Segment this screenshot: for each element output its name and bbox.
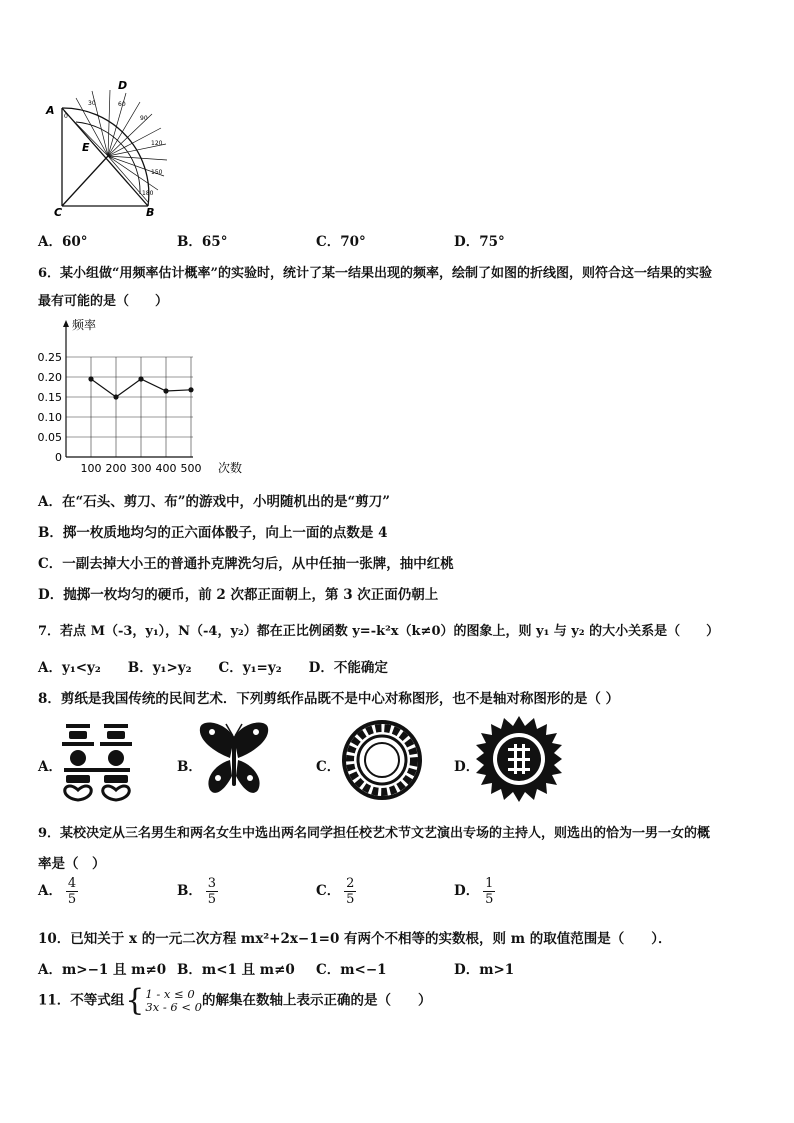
q5-option-c: C．70° [316,234,366,250]
q10-stem: 10．已知关于 x 的一元二次方程 mx²+2x−1=0 有两个不相等的实数根，则 m 的取值范围是（ ）． [38,931,672,947]
x-tick-label: 400 [155,462,177,475]
q8-stem: 8．剪纸是我国传统的民间艺术．下列剪纸作品既不是中心对称图形，也不是轴对称图形的是（ ） [38,691,620,707]
q5-option-d: D．75° [454,234,505,250]
q6-option-b: B．掷一枚质地均匀的正六面体骰子，向上一面的点数是 4 [38,525,388,541]
papercut-sunburst-image [474,714,564,804]
point-label-c: C [54,206,63,218]
q10-option-c: C．m<−1 [316,962,387,978]
data-point [188,387,193,392]
frequency-line-chart [28,315,258,475]
scale-label: 150 [151,169,163,176]
inequality-row-2: 3x - 6 < 0 [145,1000,202,1014]
q9-option-a-label: A． [38,883,62,899]
point-label-d: D [118,79,128,92]
q8-option-d-label: D． [454,759,480,775]
scale-label: 60 [118,101,126,108]
papercut-ring-image [340,718,424,802]
protractor-figure [40,78,180,218]
scale-label: 0 [64,113,68,120]
x-axis-label: 次数 [218,461,243,475]
q8-option-c-label: C． [316,759,341,775]
q11-stem [38,983,432,1018]
y-axis-arrow [63,320,69,327]
q9-stem-line2: 率是（ ） [38,856,106,872]
papercut-double-happiness-image [60,718,134,802]
q10-option-a: A．m>−1 且 m≠0 [38,962,167,978]
y-tick-label: 0.10 [37,411,62,424]
data-point [113,394,118,399]
q9-option-c-label: C． [316,883,341,899]
y-tick-label: 0.25 [37,351,62,364]
y-tick-label: 0.15 [37,391,62,404]
y-tick-label: 0.20 [37,371,62,384]
q6-option-c: C．一副去掉大小王的普通扑克牌洗匀后，从中任抽一张牌，抽中红桃 [38,556,454,572]
q5-option-a: A．60° [38,234,88,250]
q6-stem-line2: 最有可能的是（ ） [38,294,169,309]
y-axis-label: 频率 [72,318,97,332]
q11-prefix: 11．不等式组 [38,992,125,1009]
q7-stem: 7．若点 M（-3，y₁），N（-4，y₂）都在正比例函数 y=-k²x（k≠0）的图象上，则 y₁ 与 y₂ 的大小关系是（ ） [38,624,720,639]
q9-option-d [454,876,495,907]
q9-option-b [177,876,218,907]
fraction: $\frac{2}{5}$ [346,876,355,907]
point-label-e: E [82,141,90,154]
fraction: $\frac{3}{5}$ [207,876,217,907]
x-tick-label: 100 [80,462,102,475]
fraction: $\frac{1}{5}$ [485,876,494,907]
inequality-system: { 1 - x ≤ 0 3x - 6 < 0 [125,983,202,1018]
q7-options: A．y₁<y₂ B．y₁>y₂ C．y₁=y₂ D．不能确定 [38,660,388,676]
q10-option-b: B．m<1 且 m≠0 [177,962,295,978]
data-point [163,388,168,393]
data-point [138,376,143,381]
scale-label: 90 [140,115,148,122]
q5-option-b: B．65° [177,234,228,250]
scale-label: 180 [142,190,154,197]
scale-label: 30 [88,100,96,107]
x-tick-label: 300 [130,462,152,475]
q8-option-b-label: B． [177,759,202,775]
fraction: $\frac{4}{5}$ [67,876,77,907]
point-label-a: A [46,104,55,117]
q10-option-d: D．m>1 [454,962,515,978]
q9-option-c [316,876,356,907]
inequality-row-1: 1 - x ≤ 0 [145,987,195,1001]
q8-option-a-label: A． [38,759,62,775]
x-tick-label: 200 [105,462,127,475]
q6-option-a: A．在“石头、剪刀、布”的游戏中，小明随机出的是“剪刀” [38,494,391,510]
data-point [88,376,93,381]
q6-stem-line1: 6．某小组做“用频率估计概率”的实验时，统计了某一结果出现的频率，绘制了如图的折线图，则符合这一结果的实验 [38,266,713,281]
point-label-b: B [146,206,155,218]
q9-option-a [38,876,78,907]
q6-option-d: D．抛掷一枚均匀的硬币，前 2 次都正面朝上，第 3 次正面仍朝上 [38,587,439,603]
q9-option-b-label: B． [177,883,202,899]
q9-stem-line1: 9．某校决定从三名男生和两名女生中选出两名同学担任校艺术节文艺演出专场的主持人，则选出的恰为一男一女的概 [38,826,711,841]
x-tick-label: 500 [180,462,202,475]
papercut-butterfly-image [196,718,272,800]
y-tick-label: 0.05 [37,431,62,444]
q9-option-d-label: D． [454,883,480,899]
scale-label: 120 [151,140,163,147]
y-tick-label: 0 [55,451,62,464]
segment-ce [62,156,108,206]
q11-suffix: 的解集在数轴上表示正确的是（ ） [201,992,432,1009]
